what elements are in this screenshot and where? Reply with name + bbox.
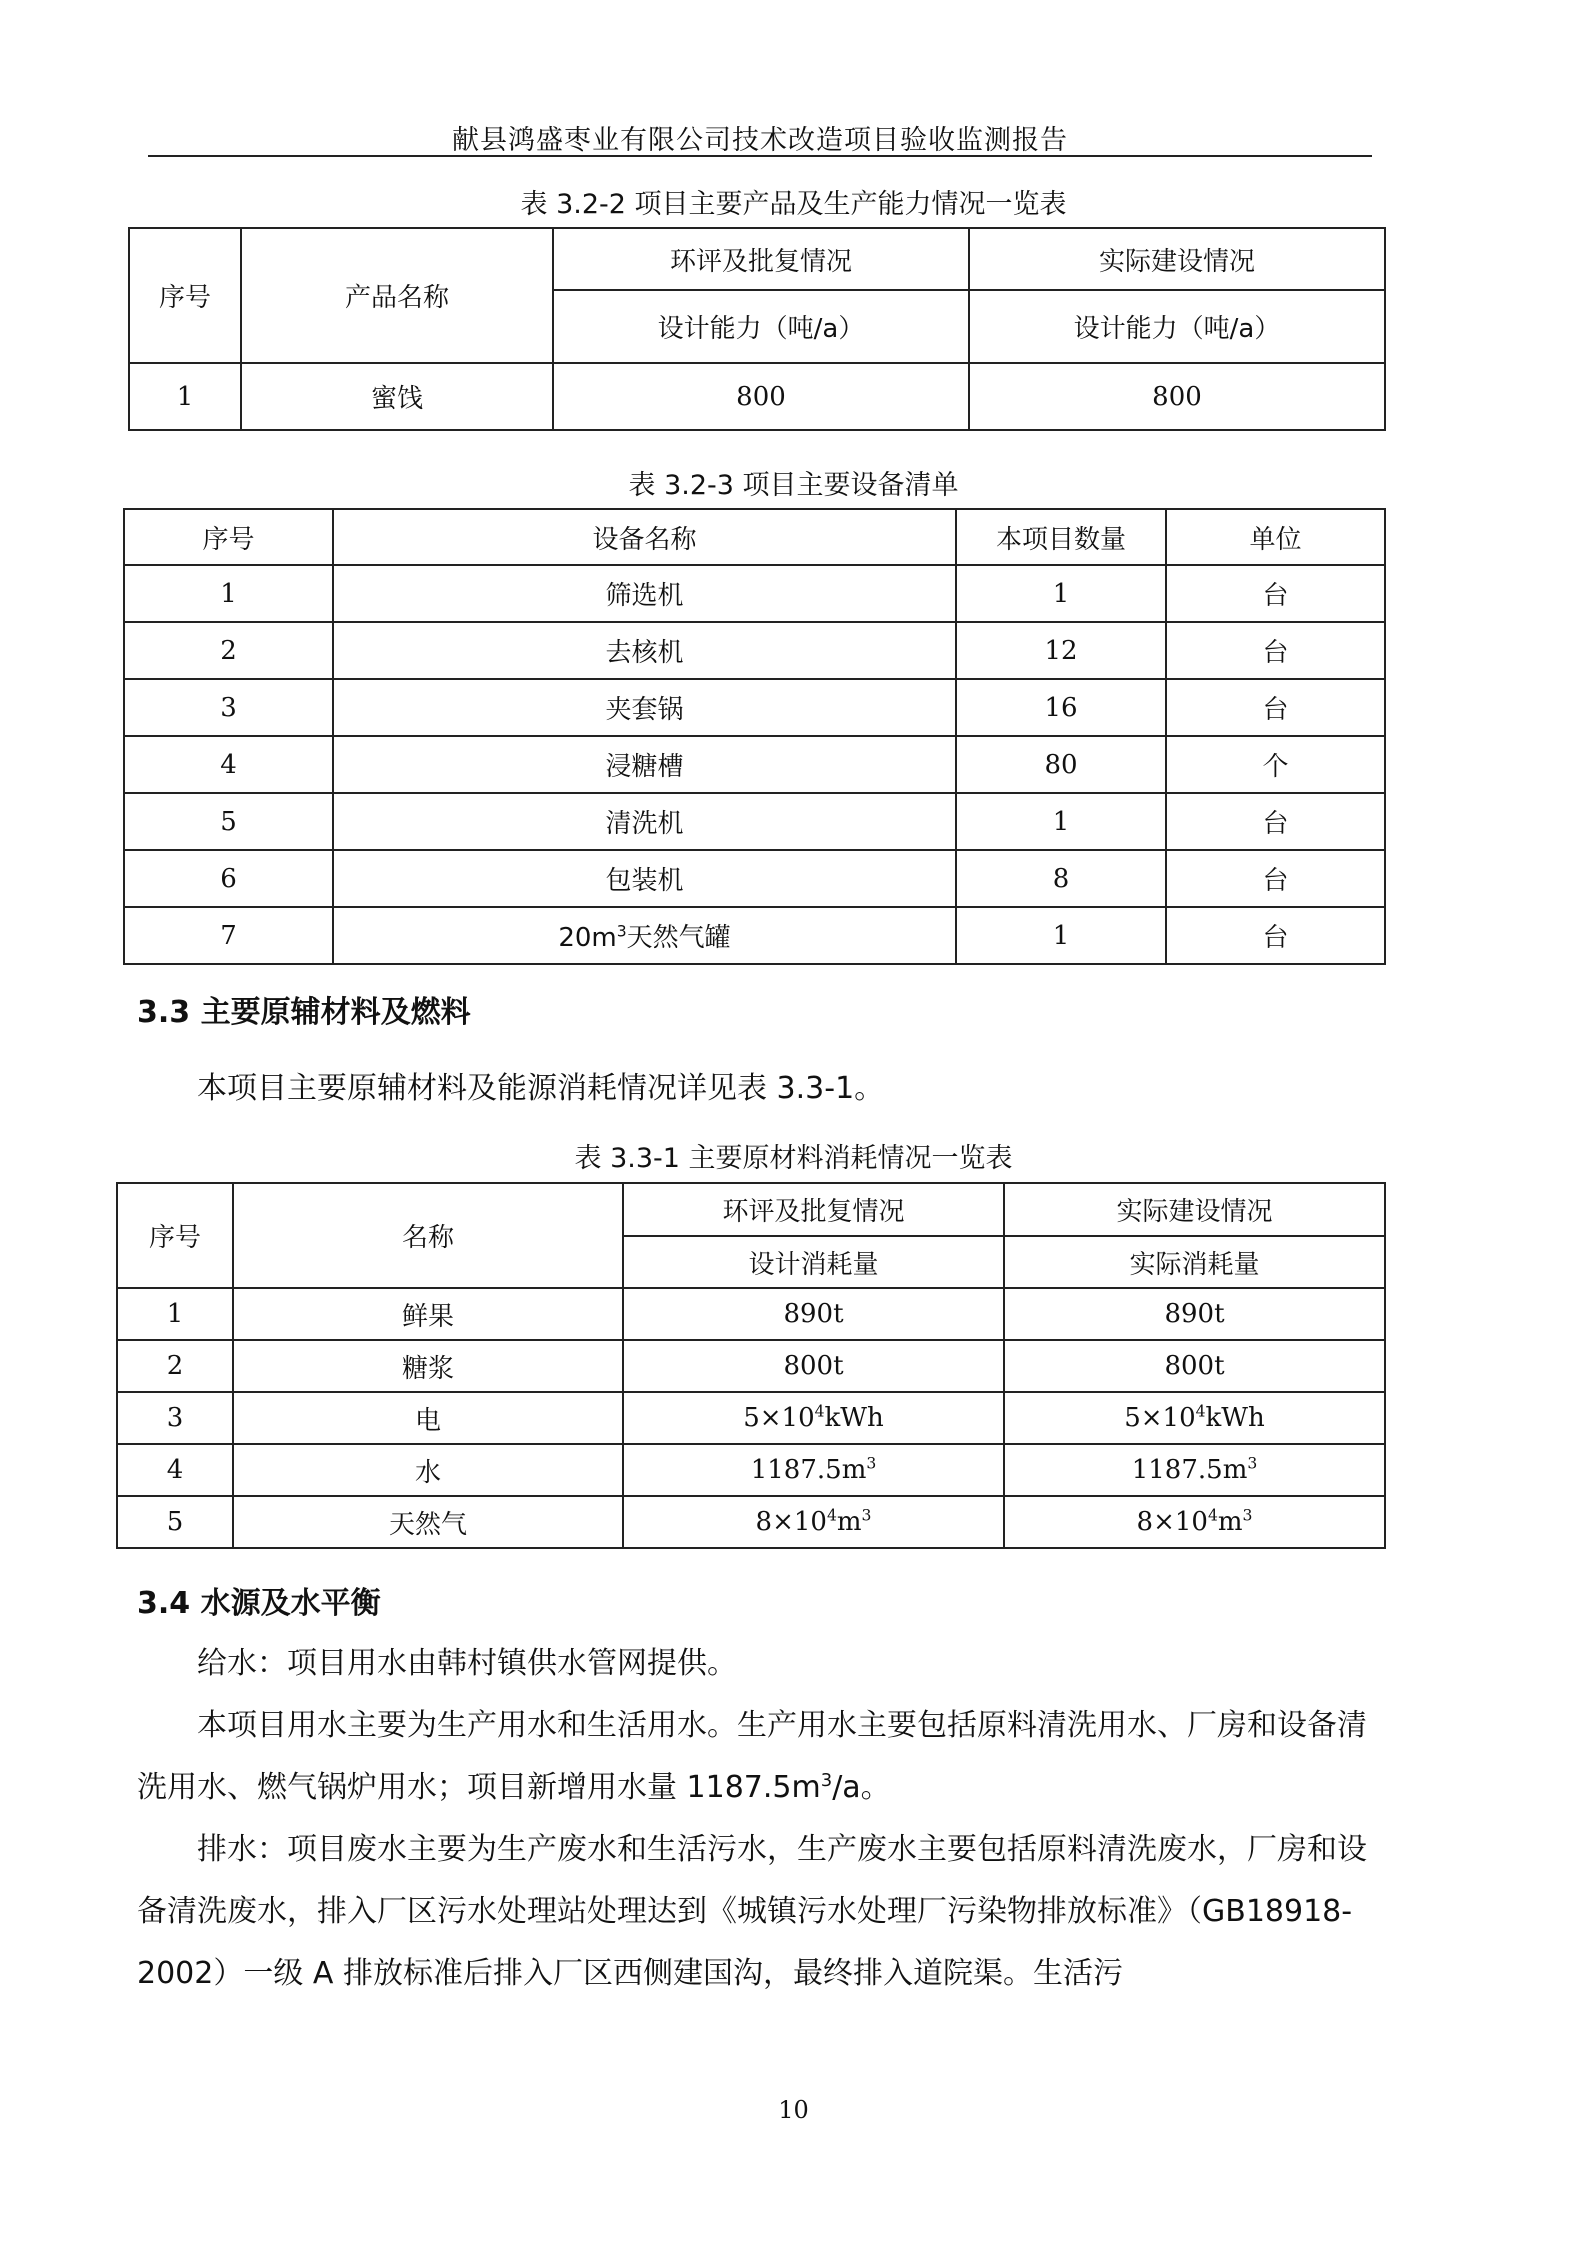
table3-cell-no: 1	[117, 1288, 233, 1340]
table2-cell-name: 包装机	[333, 850, 956, 907]
superscript: 3	[820, 1770, 833, 1791]
table3-cell-name: 电	[233, 1392, 623, 1444]
table3-cell-name: 水	[233, 1444, 623, 1496]
superscript: 4	[826, 1506, 837, 1525]
table3-cell-actual	[1004, 1392, 1385, 1444]
value-base: 8×10	[755, 1507, 827, 1537]
value-base: 1187.5m	[750, 1455, 867, 1485]
superscript: 3	[1247, 1454, 1258, 1473]
table2-cell-unit: 台	[1166, 622, 1385, 679]
table-row	[124, 793, 1385, 850]
section-3-3-intro: 本项目主要原辅材料及能源消耗情况详见表 3.3-1。	[197, 1071, 885, 1106]
paragraph-water-supply: 给水：项目用水由韩村镇供水管网提供。	[197, 1646, 737, 1681]
section-3-3-title: 3.3 主要原辅材料及燃料	[137, 995, 471, 1030]
table3-caption: 表 3.3-1 主要原材料消耗情况一览表	[574, 1143, 1013, 1174]
table2-cell-no: 1	[124, 565, 333, 622]
table-row	[117, 1444, 1385, 1496]
table2-header-no: 序号	[124, 509, 333, 565]
table3-cell-eia	[623, 1496, 1004, 1548]
section-3-4-title: 3.4 水源及水平衡	[137, 1586, 381, 1621]
table2-cell-qty: 1	[956, 907, 1166, 964]
table1-header-name: 产品名称	[241, 228, 553, 363]
table3-cell-eia	[623, 1444, 1004, 1496]
table2-cell-name: 浸糖槽	[333, 736, 956, 793]
table1-caption: 表 3.2-2 项目主要产品及生产能力情况一览表	[520, 189, 1067, 220]
table2-cell-name	[333, 907, 956, 964]
header-rule	[148, 155, 1372, 157]
value-unit: m	[1217, 1507, 1243, 1537]
table2-cell-name: 筛选机	[333, 565, 956, 622]
table2-cell-unit: 台	[1166, 679, 1385, 736]
table2-cell-unit: 个	[1166, 736, 1385, 793]
table2-cell-no: 4	[124, 736, 333, 793]
table2-cell-no: 5	[124, 793, 333, 850]
value-unit: kWh	[1205, 1403, 1265, 1433]
table3-header-name: 名称	[233, 1183, 623, 1288]
table2-cell-unit: 台	[1166, 907, 1385, 964]
table-row	[117, 1288, 1385, 1340]
water-use-unit: /a。	[832, 1770, 891, 1805]
table2-cell-qty: 12	[956, 622, 1166, 679]
table-row	[124, 565, 1385, 622]
table3-cell-actual: 890t	[1004, 1288, 1385, 1340]
superscript: 4	[1207, 1506, 1218, 1525]
table1-cell-name: 蜜饯	[241, 363, 553, 430]
table1-cell-eia: 800	[553, 363, 969, 430]
table1-header-no: 序号	[129, 228, 241, 363]
table1-subheader-eia: 设计能力（吨/a）	[553, 290, 969, 363]
table3-header-actual: 实际建设情况	[1004, 1183, 1385, 1236]
table2-cell-qty: 16	[956, 679, 1166, 736]
table-row	[117, 1392, 1385, 1444]
table2-cell-qty: 1	[956, 565, 1166, 622]
value-unit: kWh	[824, 1403, 884, 1433]
superscript: 3	[1242, 1506, 1253, 1525]
table3-header-no: 序号	[117, 1183, 233, 1288]
table2-cell-no: 7	[124, 907, 333, 964]
table1-cell-actual: 800	[969, 363, 1385, 430]
table-row	[117, 1340, 1385, 1392]
paragraph-water-use	[137, 1695, 1372, 1819]
value-base: 8×10	[1136, 1507, 1208, 1537]
value-base: 5×10	[743, 1403, 815, 1433]
table3-cell-eia	[623, 1392, 1004, 1444]
table3-cell-no: 2	[117, 1340, 233, 1392]
table-row	[124, 736, 1385, 793]
table3-cell-actual	[1004, 1444, 1385, 1496]
table3-cell-no: 3	[117, 1392, 233, 1444]
page-header: 献县鸿盛枣业有限公司技术改造项目验收监测报告	[452, 125, 1068, 156]
equipment-table	[123, 508, 1386, 965]
table3-header-eia: 环评及批复情况	[623, 1183, 1004, 1236]
table2-cell-unit: 台	[1166, 850, 1385, 907]
table1-subheader-actual: 设计能力（吨/a）	[969, 290, 1385, 363]
water-use-text: 本项目用水主要为生产用水和生活用水。生产用水主要包括原料清洗用水、厂房和设备清洗用水、燃气锅炉用水；项目新增用水量 1187.5m	[137, 1708, 1367, 1805]
value-base: 1187.5m	[1131, 1455, 1248, 1485]
table2-header-qty: 本项目数量	[956, 509, 1166, 565]
table3-cell-actual	[1004, 1496, 1385, 1548]
table3-cell-name: 天然气	[233, 1496, 623, 1548]
table2-caption: 表 3.2-3 项目主要设备清单	[628, 470, 959, 501]
table2-cell-name: 清洗机	[333, 793, 956, 850]
superscript: 3	[866, 1454, 877, 1473]
table1-cell-no: 1	[129, 363, 241, 430]
table1-header-eia: 环评及批复情况	[553, 228, 969, 290]
table3-cell-eia: 890t	[623, 1288, 1004, 1340]
value-unit: m	[836, 1507, 862, 1537]
value-base: 5×10	[1124, 1403, 1196, 1433]
table2-cell-qty: 80	[956, 736, 1166, 793]
table3-cell-actual: 800t	[1004, 1340, 1385, 1392]
table-row	[124, 850, 1385, 907]
product-capacity-table	[128, 227, 1386, 431]
table2-header-name: 设备名称	[333, 509, 956, 565]
table-row	[129, 363, 1385, 430]
table2-cell-no: 6	[124, 850, 333, 907]
superscript: 4	[1195, 1402, 1206, 1421]
table3-cell-no: 5	[117, 1496, 233, 1548]
table2-cell-name: 去核机	[333, 622, 956, 679]
table-row	[124, 907, 1385, 964]
table3-cell-name: 鲜果	[233, 1288, 623, 1340]
table-row	[117, 1496, 1385, 1548]
table2-cell-qty: 8	[956, 850, 1166, 907]
table2-header-unit: 单位	[1166, 509, 1385, 565]
table-row	[124, 622, 1385, 679]
table2-cell-no: 2	[124, 622, 333, 679]
table2-cell-no: 3	[124, 679, 333, 736]
paragraph-drainage: 排水：项目废水主要为生产废水和生活污水，生产废水主要包括原料清洗废水，厂房和设备清洗废水，排入厂区污水处理站处理达到《城镇污水处理厂污染物排放标准》（GB18918-2002）一级 A 排放标准后排入厂区西侧建国沟，最终排入道院渠。生活污	[137, 1832, 1367, 1991]
equipment-name: 天然气罐	[626, 923, 731, 953]
table2-cell-unit: 台	[1166, 793, 1385, 850]
table1-header-actual: 实际建设情况	[969, 228, 1385, 290]
table3-subheader-actual: 实际消耗量	[1004, 1236, 1385, 1288]
table2-cell-qty: 1	[956, 793, 1166, 850]
table-row	[124, 679, 1385, 736]
materials-table	[116, 1182, 1386, 1549]
table3-cell-no: 4	[117, 1444, 233, 1496]
table3-subheader-eia: 设计消耗量	[623, 1236, 1004, 1288]
table3-cell-name: 糖浆	[233, 1340, 623, 1392]
volume-number: 20m	[558, 923, 617, 953]
superscript: 3	[861, 1506, 872, 1525]
table2-cell-unit: 台	[1166, 565, 1385, 622]
superscript: 3	[616, 922, 627, 941]
page-number: 10	[778, 2096, 809, 2124]
table3-cell-eia: 800t	[623, 1340, 1004, 1392]
table2-cell-name: 夹套锅	[333, 679, 956, 736]
superscript: 4	[814, 1402, 825, 1421]
